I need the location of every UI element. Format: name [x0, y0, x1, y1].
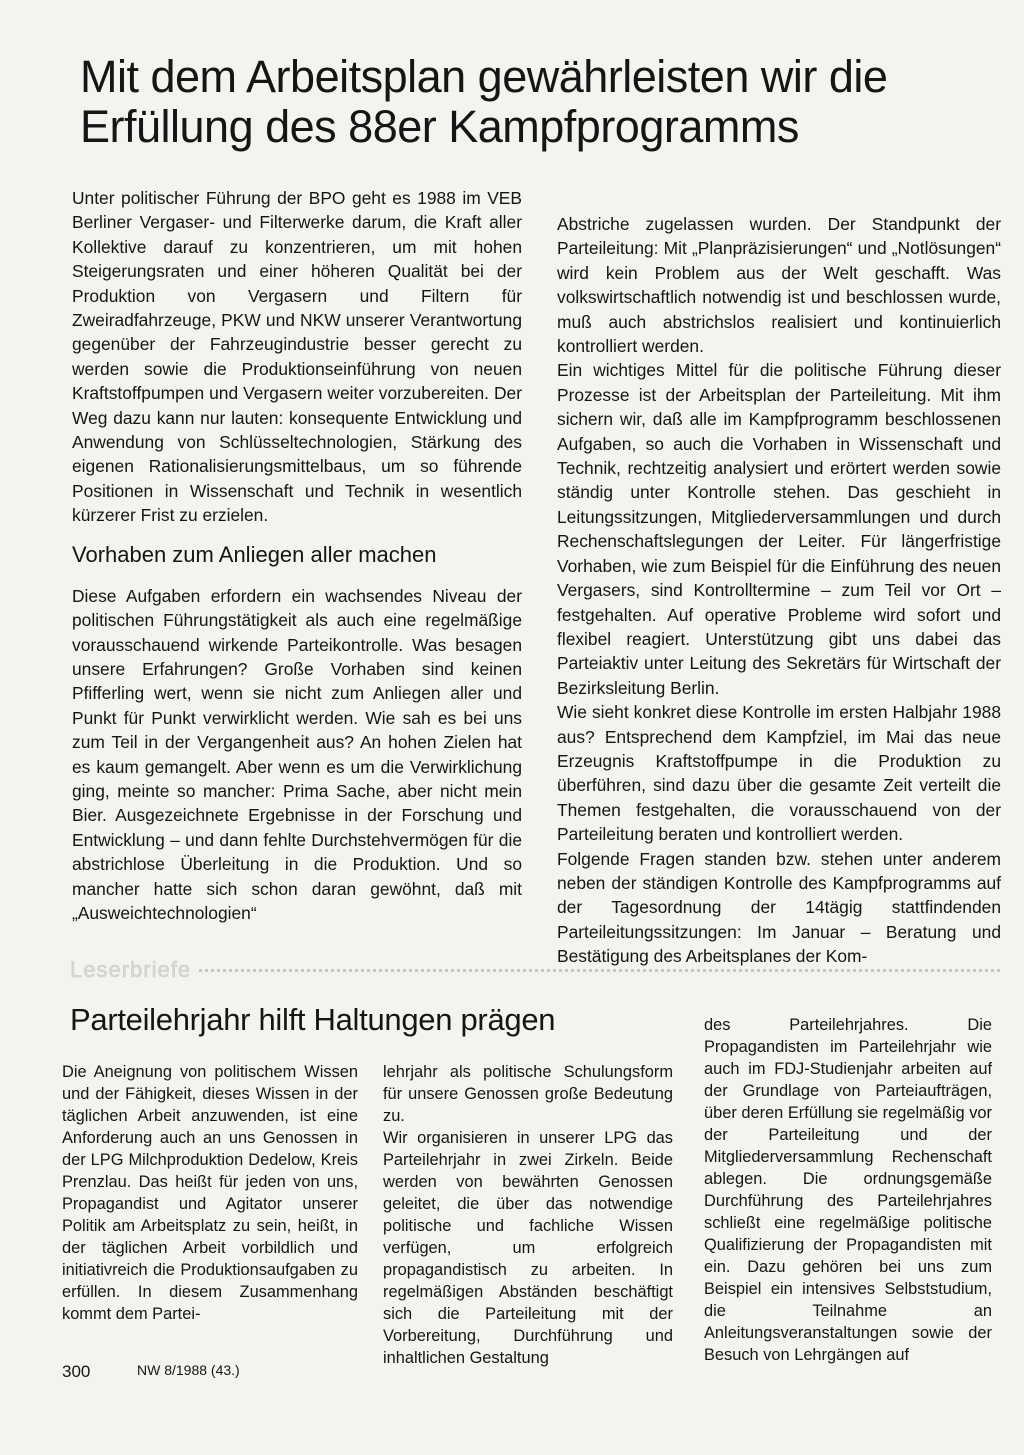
- letter-paragraph: Wir organisieren in unserer LPG das Parteilehrjahr in zwei Zirkeln. Beide werden von bewährten Genossen geleitet, die über das notwendige politische und fachliche Wissen verfügen, um erfolgreich propagandistisch zu arbeiten. In regelmäßigen Abständen beschäftigt sich die Parteileitung mit der Vorbereitung, Durchführung und inhaltlichen Gestaltung: [383, 1129, 673, 1367]
- letter-column-3: [704, 1014, 992, 1364]
- article-paragraph: Folgende Fragen standen bzw. stehen unter anderem neben der ständigen Kontrolle des Kampfprogramms auf der Tagesordnung der 14tägig stattfindenden Parteileitungssitzungen: Im Januar – Beratung und Bestätigung des Arbeitsplanes der Kom-: [557, 848, 1001, 967]
- article-paragraph: Wie sieht konkret diese Kontrolle im ersten Halbjahr 1988 aus? Entsprechend dem Kampfziel, im Mai das neue Erzeugnis Kraftstoffpumpe in die Produktion zu überführen, sind dazu über die gesamte Zeit verteilt die Themen festgehalten, die vorausschauend von der Parteileitung beraten und kontrolliert werden.: [557, 702, 1001, 845]
- issue-reference: NW 8/1988 (43.): [137, 1362, 240, 1378]
- letter-headline: Parteilehrjahr hilft Haltungen prägen: [70, 1002, 556, 1037]
- article-paragraph: Diese Aufgaben erfordern ein wachsendes Niveau der politischen Führungstätigkeit als auch eine regelmäßige vorausschauend wirkende Parteikontrolle. Was besagen unsere Erfahrungen? Große Vorhaben sind keinen Pfifferling wert, wenn sie nicht zum Anliegen aller und Punkt für Punkt verwirklicht werden. Wie sah es bei uns zum Teil in der Vergangenheit aus? An hohen Zielen hat es kaum gemangelt. Aber wenn es um die Verwirklichung ging, meinte so mancher: Prima Sache, aber nicht mein Bier. Ausgezeichnete Ergebnisse in der Forschung und Entwicklung – und dann fehlte Durchstehvermögen für die abstrichlose Überleitung in die Produktion. Und so mancher hatte sich schon daran gewöhnt, daß mit „Ausweichtechnologien“: [72, 585, 522, 923]
- article-column-1: [72, 186, 522, 936]
- article-subheading: Vorhaben zum Anliegen aller machen: [72, 541, 437, 567]
- page-number: 300: [62, 1362, 91, 1381]
- article-headline: Mit dem Arbeitsplan gewährleisten wir die Erfüllung des 88er Kampfprogramms: [80, 51, 888, 152]
- letter-paragraph: des Parteilehrjahres. Die Propagandisten im Parteilehrjahr wie auch im FDJ-Studienjahr arbeiten auf der Grundlage von Parteiaufträgen, über deren Erfüllung sie regelmäßig vor der Parteileitung und der Mitgliederversammlung Rechenschaft ablegen. Die ordnungsgemäße Durchführung des Parteilehrjahres schließt eine regelmäßige politische Qualifizierung der Propagandisten mit ein. Dazu gehören bei uns zum Beispiel ein intensives Selbststudium, die Teilnahme an Anleitungsveranstaltungen sowie der Besuch von Lehrgängen auf: [704, 1016, 992, 1364]
- dotted-rule: [199, 969, 1000, 972]
- section-divider: [70, 956, 1000, 984]
- letter-column-1: [62, 1061, 358, 1361]
- letter-paragraph: lehrjahr als politische Schulungsform für unsere Genossen große Bedeutung zu.: [383, 1063, 673, 1125]
- letter-column-2: [383, 1061, 673, 1367]
- article-paragraph: Unter politischer Führung der BPO geht es 1988 im VEB Berliner Vergaser- und Filterwerke darum, die Kraft aller Kollektive darauf zu konzentrieren, um mit hohen Steigerungsraten und einer höheren Qualität bei der Produktion von Vergasern und Filtern für Zweiradfahrzeuge, PKW und NKW unserer Verantwortung gegenüber der Fahrzeugindustrie besser gerecht zu werden sowie die Produktionseinführung von neuen Kraftstoffpumpen und Vergasern weiter vorzubereiten. Der Weg dazu kann nur lauten: konsequente Entwicklung und Anwendung von Schlüsseltechnologien, Stärkung des eigenen Rationalisierungsmittelbaus, um so führende Positionen in Wissenschaft und Technik in wesentlich kürzerer Frist zu erzielen.: [72, 188, 522, 526]
- letter-paragraph: Die Aneignung von politischem Wissen und der Fähigkeit, dieses Wissen in der täglichen Arbeit anzuwenden, ist eine Anforderung auch an uns Genossen in der LPG Milchproduktion Dedelow, Kreis Prenzlau. Das heißt für jeden von uns, Propagandist und Agitator unserer Politik am Arbeitsplatz zu sein, heißt, in der täglichen Arbeit vorbildlich und initiativreich die Produktionsaufgaben zu erfüllen. In diesem Zusammenhang kommt dem Partei-: [62, 1063, 358, 1323]
- article-column-2: [557, 212, 1001, 967]
- section-label: Leserbriefe: [70, 957, 192, 982]
- article-paragraph: Ein wichtiges Mittel für die politische Führung dieser Prozesse ist der Arbeitsplan der Parteileitung. Mit ihm sichern wir, daß alle im Kampfprogramm beschlossenen Aufgaben, so auch die Vorhaben in Wissenschaft und Technik, rechtzeitig analysiert und erörtert werden sowie ständig unter Kontrolle stehen. Das geschieht in Leitungssitzungen, Mitgliederversammlungen und durch Rechenschaftslegungen der Leiter. Für längerfristige Vorhaben, wie zum Beispiel für die Einführung des neuen Vergasers, sind Kontrolltermine – zum Teil vor Ort – festgehalten. Auf operative Probleme wird sofort und flexibel reagiert. Unterstützung gibt uns dabei das Parteiaktiv unter Leitung des Sekretärs für Wirtschaft der Bezirksleitung Berlin.: [557, 360, 1001, 698]
- article-paragraph: Abstriche zugelassen wurden. Der Standpunkt der Parteileitung: Mit „Planpräzisierungen“ und „Notlösungen“ wird kein Problem aus der Welt geschafft. Was volkswirtschaftlich notwendig ist und beschlossen wurde, muß auch abstrichslos realisiert und kontinuierlich kontrolliert werden.: [557, 214, 1001, 357]
